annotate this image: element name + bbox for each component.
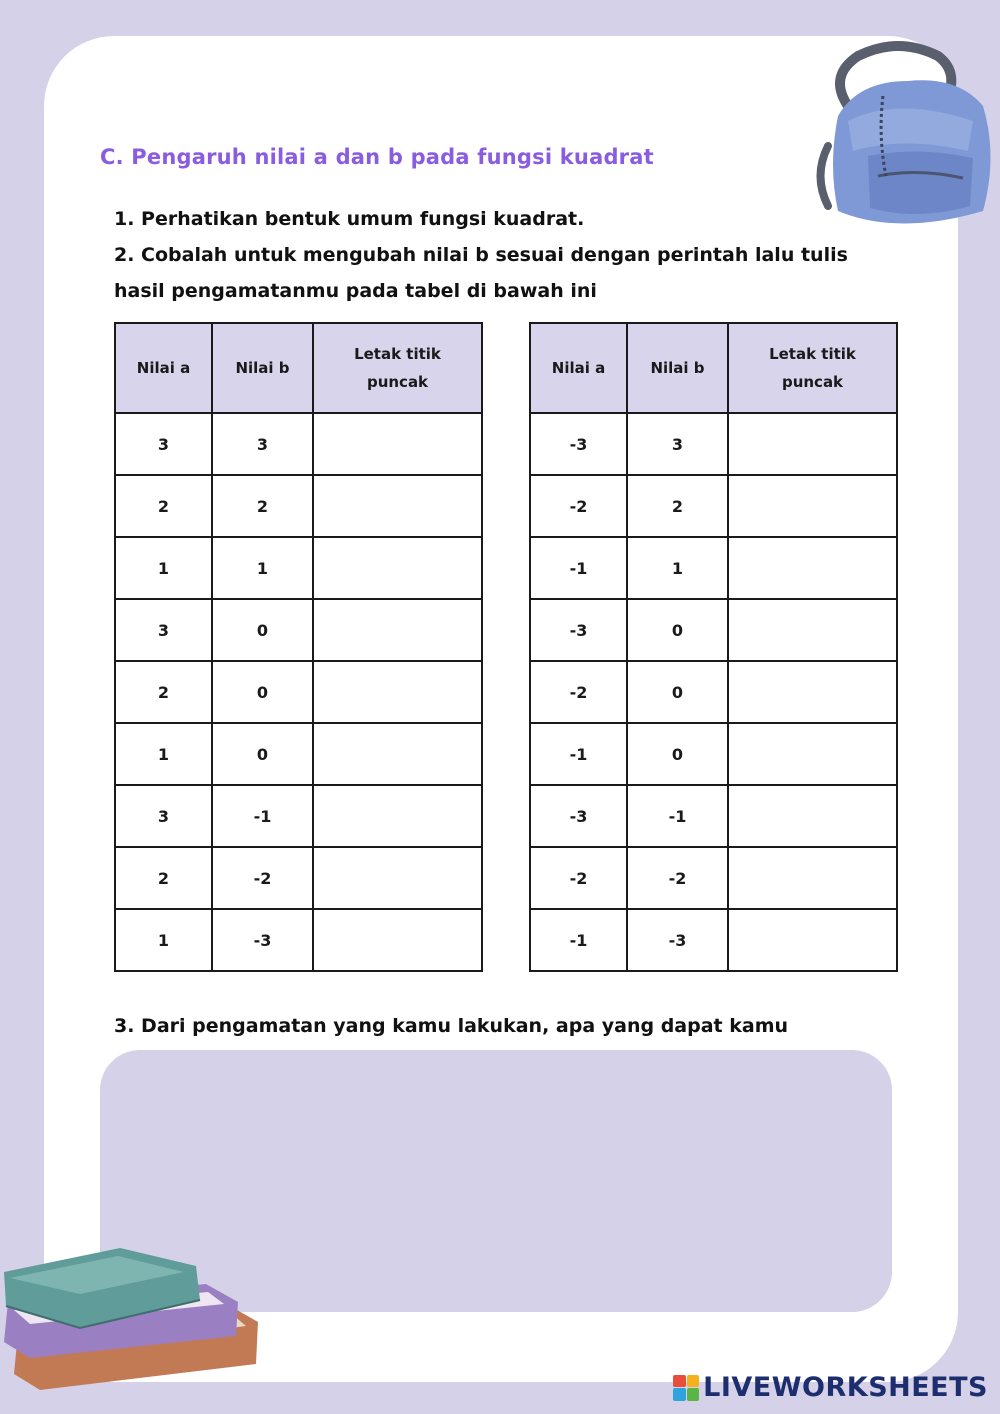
table-row (115, 599, 482, 661)
liveworksheets-logo-icon (673, 1375, 699, 1401)
cell-b: 1 (627, 537, 728, 599)
peak-answer-cell[interactable] (313, 847, 482, 909)
cell-a: 3 (115, 599, 212, 661)
cell-b: 3 (212, 413, 313, 475)
cell-b: -3 (212, 909, 313, 971)
cell-a: 1 (115, 723, 212, 785)
cell-b: 0 (212, 723, 313, 785)
cell-a: -1 (530, 723, 627, 785)
header-nilai-a: Nilai a (115, 323, 212, 413)
table-row (115, 847, 482, 909)
cell-b: -2 (212, 847, 313, 909)
table-row (530, 661, 897, 723)
header-letak-titik-puncak (728, 323, 897, 413)
peak-answer-cell[interactable] (313, 785, 482, 847)
table-row (530, 413, 897, 475)
header-letak-titik-puncak (313, 323, 482, 413)
cell-b: 2 (212, 475, 313, 537)
table-row (530, 599, 897, 661)
peak-answer-cell[interactable] (728, 909, 897, 971)
cell-a: 2 (115, 661, 212, 723)
header-nilai-b: Nilai b (627, 323, 728, 413)
peak-answer-cell[interactable] (313, 661, 482, 723)
books-icon (0, 1244, 262, 1392)
peak-answer-cell[interactable] (728, 599, 897, 661)
cell-b: 0 (212, 661, 313, 723)
header-peak-line1: Letak titik (354, 345, 441, 363)
cell-b: 2 (627, 475, 728, 537)
instruction-1: 1. Perhatikan bentuk umum fungsi kuadrat. (114, 208, 585, 230)
cell-a: -2 (530, 661, 627, 723)
cell-b: 1 (212, 537, 313, 599)
table-row (530, 785, 897, 847)
table-header-row (115, 323, 482, 413)
cell-a: 3 (115, 785, 212, 847)
peak-answer-cell[interactable] (313, 537, 482, 599)
peak-answer-cell[interactable] (313, 723, 482, 785)
cell-a: 2 (115, 847, 212, 909)
peak-answer-cell[interactable] (313, 475, 482, 537)
cell-b: -1 (627, 785, 728, 847)
cell-a: -1 (530, 909, 627, 971)
peak-answer-cell[interactable] (728, 661, 897, 723)
liveworksheets-watermark (673, 1372, 988, 1403)
right-table (529, 322, 898, 972)
cell-b: 0 (212, 599, 313, 661)
cell-b: -2 (627, 847, 728, 909)
cell-a: -3 (530, 785, 627, 847)
table-row (115, 537, 482, 599)
table-row (115, 723, 482, 785)
peak-answer-cell[interactable] (728, 537, 897, 599)
cell-a: -2 (530, 475, 627, 537)
header-peak-line2: puncak (781, 373, 844, 391)
table-row (530, 909, 897, 971)
table-row (530, 537, 897, 599)
header-peak-line2: puncak (366, 373, 429, 391)
cell-a: -1 (530, 537, 627, 599)
table-row (530, 847, 897, 909)
table-row (115, 475, 482, 537)
peak-answer-cell[interactable] (728, 475, 897, 537)
table-header-row (530, 323, 897, 413)
instruction-3: 3. Dari pengamatan yang kamu lakukan, apa yang dapat kamu (114, 1015, 789, 1037)
peak-answer-cell[interactable] (313, 909, 482, 971)
watermark-text: LIVEWORKSHEETS (703, 1372, 988, 1403)
section-title: C. Pengaruh nilai a dan b pada fungsi kuadrat (100, 145, 654, 169)
cell-b: -1 (212, 785, 313, 847)
table-row (115, 661, 482, 723)
cell-a: 2 (115, 475, 212, 537)
table-row (115, 909, 482, 971)
cell-b: 0 (627, 599, 728, 661)
cell-a: -3 (530, 413, 627, 475)
cell-a: -2 (530, 847, 627, 909)
cell-a: 1 (115, 537, 212, 599)
header-peak-line1: Letak titik (769, 345, 856, 363)
cell-b: 0 (627, 723, 728, 785)
cell-b: -3 (627, 909, 728, 971)
cell-a: -3 (530, 599, 627, 661)
peak-answer-cell[interactable] (728, 847, 897, 909)
header-nilai-a: Nilai a (530, 323, 627, 413)
cell-a: 1 (115, 909, 212, 971)
table-row (115, 413, 482, 475)
instruction-2: 2. Cobalah untuk mengubah nilai b sesuai dengan perintah lalu tulis hasil pengamatanmu pada tabel di bawah ini (114, 244, 848, 302)
header-nilai-b: Nilai b (212, 323, 313, 413)
table-row (115, 785, 482, 847)
peak-answer-cell[interactable] (313, 413, 482, 475)
cell-a: 3 (115, 413, 212, 475)
cell-b: 3 (627, 413, 728, 475)
peak-answer-cell[interactable] (313, 599, 482, 661)
table-row (530, 723, 897, 785)
cell-b: 0 (627, 661, 728, 723)
table-row (530, 475, 897, 537)
peak-answer-cell[interactable] (728, 785, 897, 847)
peak-answer-cell[interactable] (728, 723, 897, 785)
peak-answer-cell[interactable] (728, 413, 897, 475)
left-table (114, 322, 483, 972)
